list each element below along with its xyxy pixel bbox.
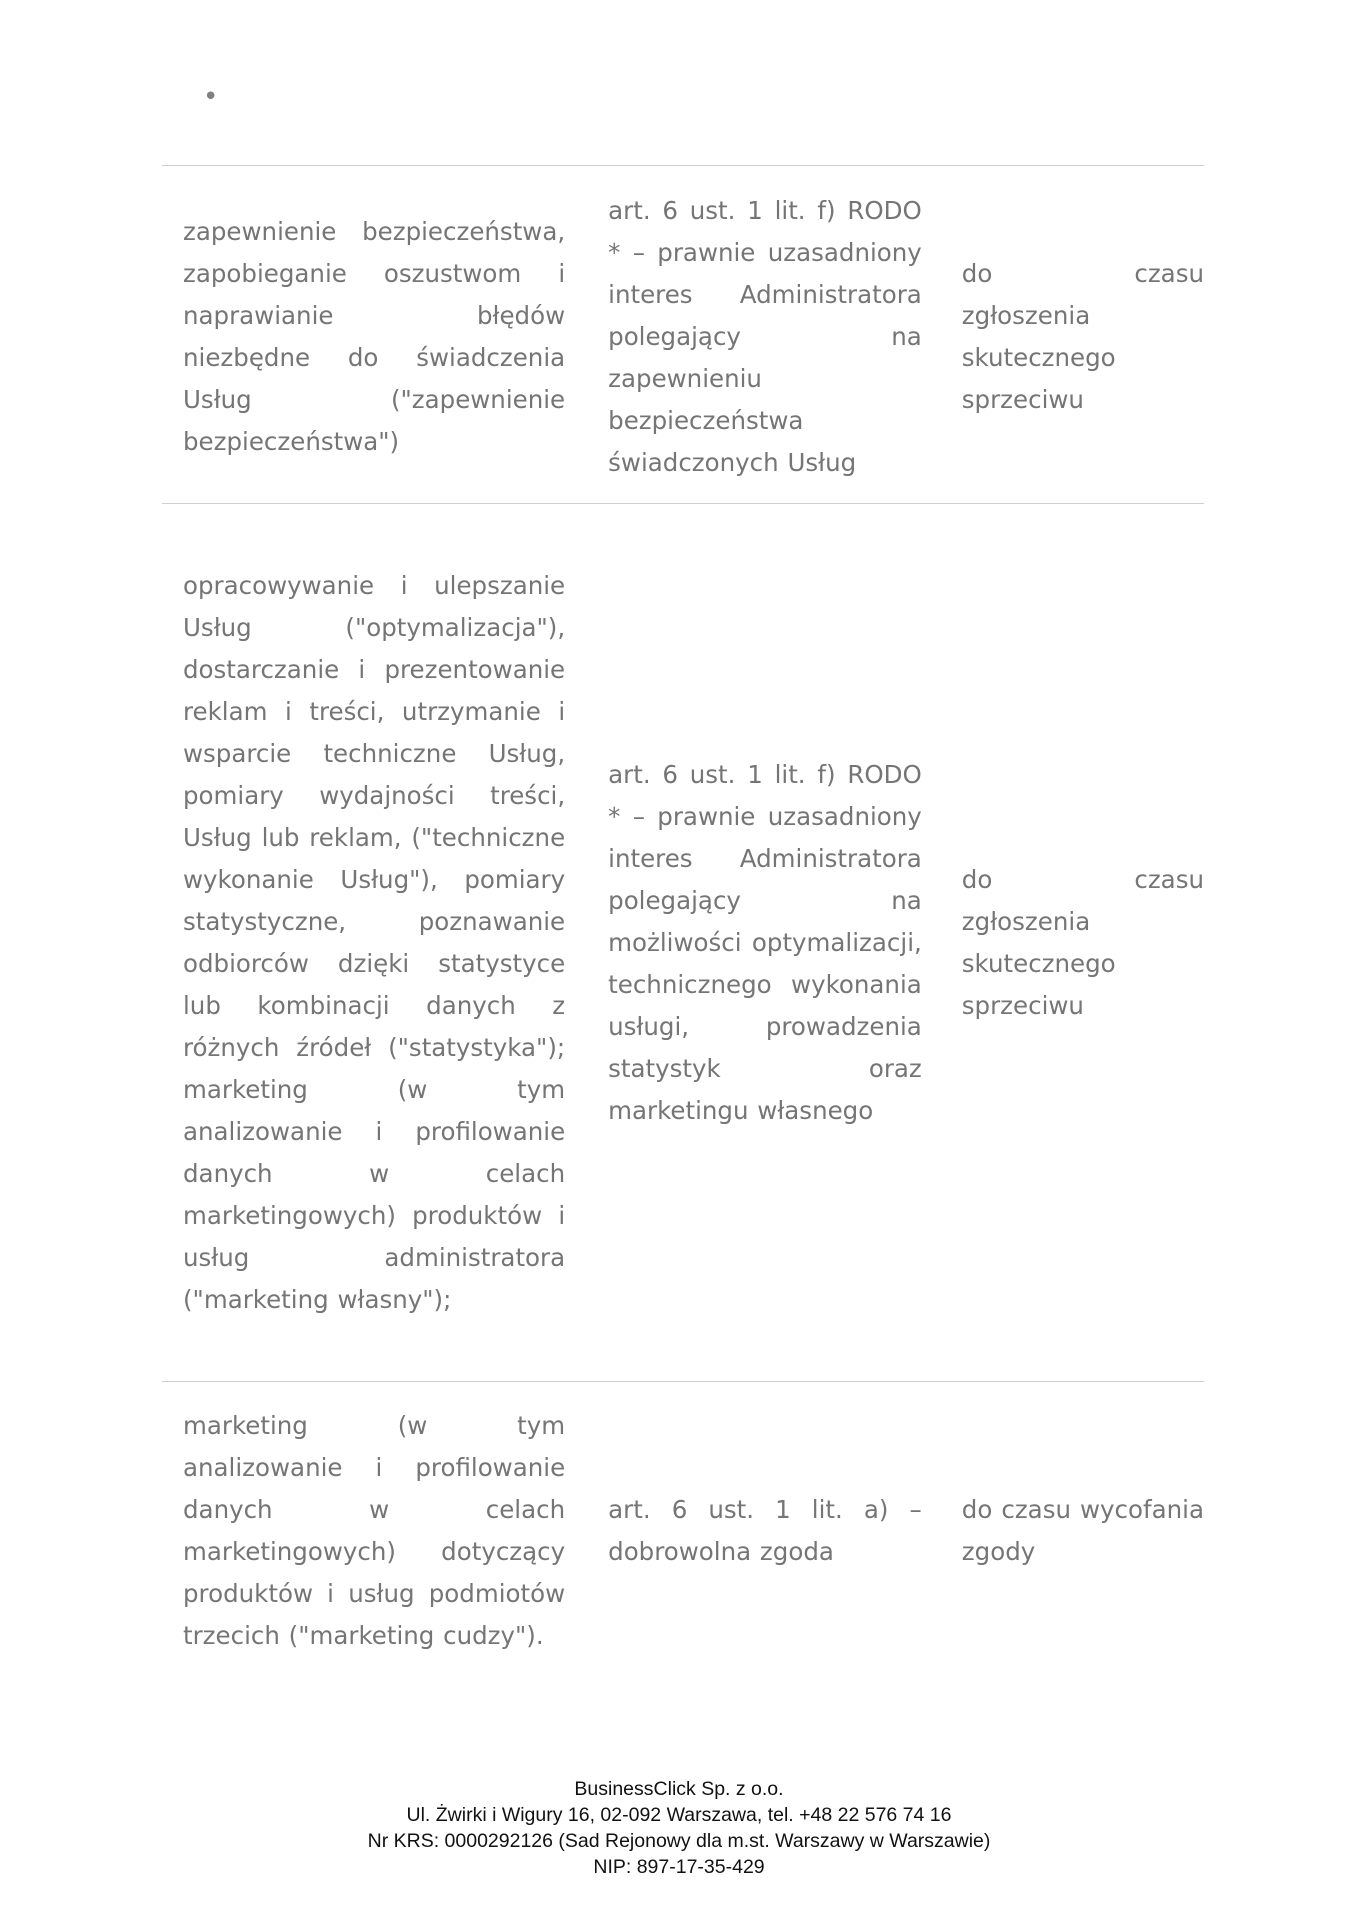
page-footer bbox=[0, 1776, 1358, 1880]
purpose-cell: zapewnienie bezpieczeństwa, zapobieganie oszustwom i naprawianie błędów niezbędne do świadczenia Usług ("zapewnienie bezpieczeństwa") bbox=[183, 216, 566, 456]
retention-period-cell: do czasu zgłoszenia skutecznego sprzeciwu bbox=[961, 258, 1204, 414]
retention-period-cell: do czasu zgłoszenia skutecznego sprzeciwu bbox=[961, 864, 1204, 1020]
purpose-cell: opracowywanie i ulepszanie Usług ("optymalizacja"), dostarczanie i prezentowanie reklam i treści, utrzymanie i wsparcie techniczne Usług, pomiary wydajności treści, Usług lub reklam, ("techniczne wykonanie Usług"), pomiary statystyczne, poznawanie odbiorców dzięki statystyce lub kombinacji danych z różnych źródeł ("statystyka"); marketing (w tym analizowanie i profilowanie danych w celach marketingowych) produktów i usług administratora ("marketing własny"); bbox=[183, 570, 566, 1314]
footer-nip: NIP: 897-17-35-429 bbox=[593, 1856, 765, 1878]
footer-krs: Nr KRS: 0000292126 (Sad Rejonowy dla m.st. Warszawy w Warszawie) bbox=[367, 1830, 991, 1852]
table-row-third-party-marketing bbox=[162, 1381, 1204, 1701]
legal-basis-cell: art. 6 ust. 1 lit. f) RODO * – prawnie uzasadniony interes Administratora polegający na możliwości optymalizacji, technicznego wykonania usługi, prowadzenia statystyk oraz marketingu własnego bbox=[608, 759, 922, 1125]
footer-address: Ul. Żwirki i Wigury 16, 02-092 Warszawa, tel. +48 22 576 74 16 bbox=[406, 1804, 952, 1826]
retention-period-cell: do czasu wycofania zgody bbox=[961, 1494, 1204, 1566]
processing-table bbox=[162, 165, 1204, 1701]
legal-basis-cell: art. 6 ust. 1 lit. a) – dobrowolna zgoda bbox=[608, 1494, 922, 1566]
purpose-cell: marketing (w tym analizowanie i profilowanie danych w celach marketingowych) dotyczący produktów i usług podmiotów trzecich ("marketing cudzy"). bbox=[183, 1410, 566, 1650]
table-row-optimization bbox=[162, 503, 1204, 1381]
list-bullet: • bbox=[203, 82, 219, 112]
table-row-security bbox=[162, 165, 1204, 503]
legal-basis-cell: art. 6 ust. 1 lit. f) RODO * – prawnie uzasadniony interes Administratora polegający na zapewnieniu bezpieczeństwa świadczonych Usług bbox=[608, 195, 922, 477]
footer-company: BusinessClick Sp. z o.o. bbox=[574, 1778, 784, 1800]
